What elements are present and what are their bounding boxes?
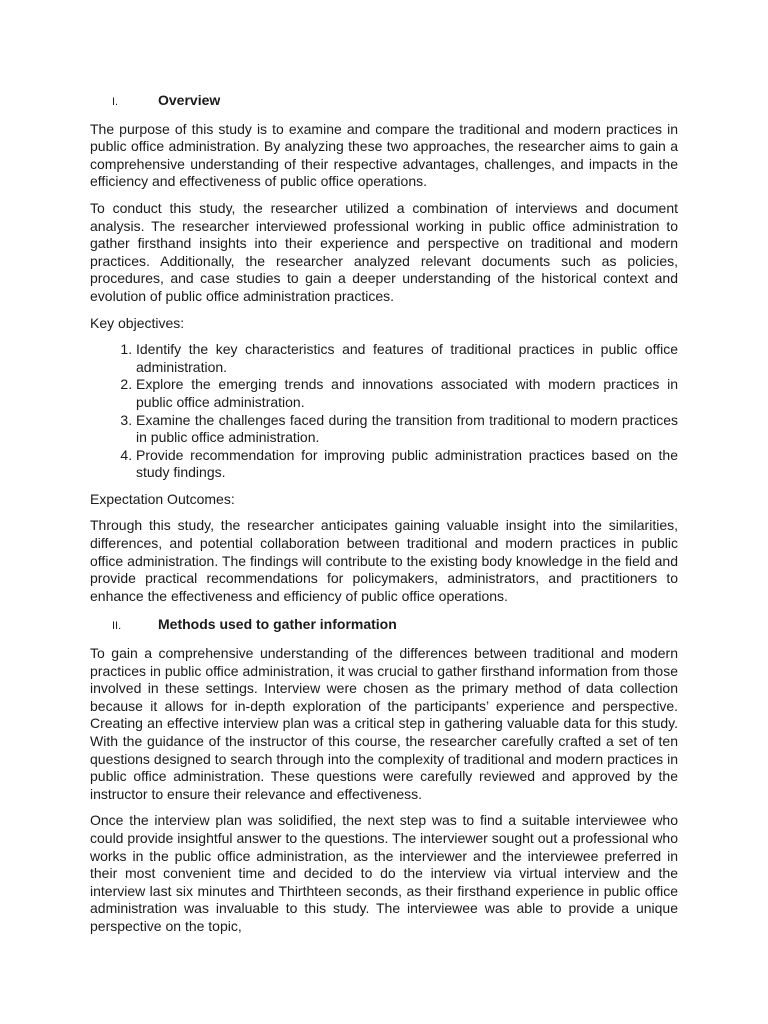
objectives-label: Key objectives: — [90, 314, 185, 331]
list-item: 1. Identify the key characteristics and features of traditional practices in public office administration. — [136, 341, 678, 376]
document-page — [90, 92, 678, 945]
objectives-list — [90, 341, 678, 482]
methods-paragraph-interview: To gain a comprehensive understanding of the differences between traditional and modern practices in public office administration, it was crucial to gather firsthand information from those involved in these settings. Interview were chosen as the primary method of data collection because it allows for in-depth exploration of the participants’ experience and perspective. Creating an effective interview plan was a critical step in gathering valuable data for this study. With the guidance of the instructor of this course, the researcher carefully crafted a set of ten questions designed to search through into the complexity of traditional and modern practices in public office administration. These questions were carefully reviewed and approved by the instructor to ensure their relevance and effectiveness. — [90, 645, 678, 802]
outcomes-label: Expectation Outcomes: — [90, 490, 235, 507]
list-item: 3. Examine the challenges faced during the transition from traditional to modern practices in public office administration. — [136, 412, 678, 447]
list-item: 2. Explore the emerging trends and innovations associated with modern practices in public office administration. — [136, 376, 678, 411]
methods-paragraph-interviewee: Once the interview plan was solidified, the next step was to find a suitable interviewee who could provide insightful answer to the questions. The interviewer sought out a professional who works in the public office administration, as the interviewer and the interviewee preferred in their most convenient time and decided to do the interview via virtual interview and the interview last six minutes and Thirthteen seconds, as their firsthand experience in public office administration was invaluable to this study. The interviewee was able to provide a unique perspective on the topic, — [90, 812, 678, 934]
section-number: II. — [112, 620, 122, 633]
section-heading-methods — [90, 616, 678, 636]
overview-paragraph-method: To conduct this study, the researcher utilized a combination of interviews and document analysis. The researcher interviewed professional working in public office administration to gather firsthand insights into their experience and perspective on traditional and modern practices. Additionally, the researcher analyzed relevant documents such as policies, procedures, and case studies to gain a deeper understanding of the historical context and evolution of public office administration practices. — [90, 199, 678, 304]
section-number: I. — [112, 96, 119, 108]
section-title: Methods used to gather information — [158, 616, 397, 633]
section-title: Overview — [158, 92, 221, 108]
overview-paragraph-purpose: The purpose of this study is to examine and compare the traditional and modern practices in public office administration. By analyzing these two approaches, the researcher aims to gain a comprehensive understanding of their respective advantages, challenges, and impacts in the efficiency and effectiveness of public office operations. — [90, 120, 678, 190]
section-heading-overview — [90, 92, 678, 112]
outcomes-paragraph: Through this study, the researcher anticipates gaining valuable insight into the similarities, differences, and potential collaboration between traditional and modern practices in public office administration. The findings will contribute to the existing body knowledge in the field and provide practical recommendations for policymakers, administrators, and practitioners to enhance the effectiveness and efficiency of public office operations. — [90, 517, 678, 604]
list-item: 4. Provide recommendation for improving public administration practices based on the study findings. — [136, 447, 678, 482]
